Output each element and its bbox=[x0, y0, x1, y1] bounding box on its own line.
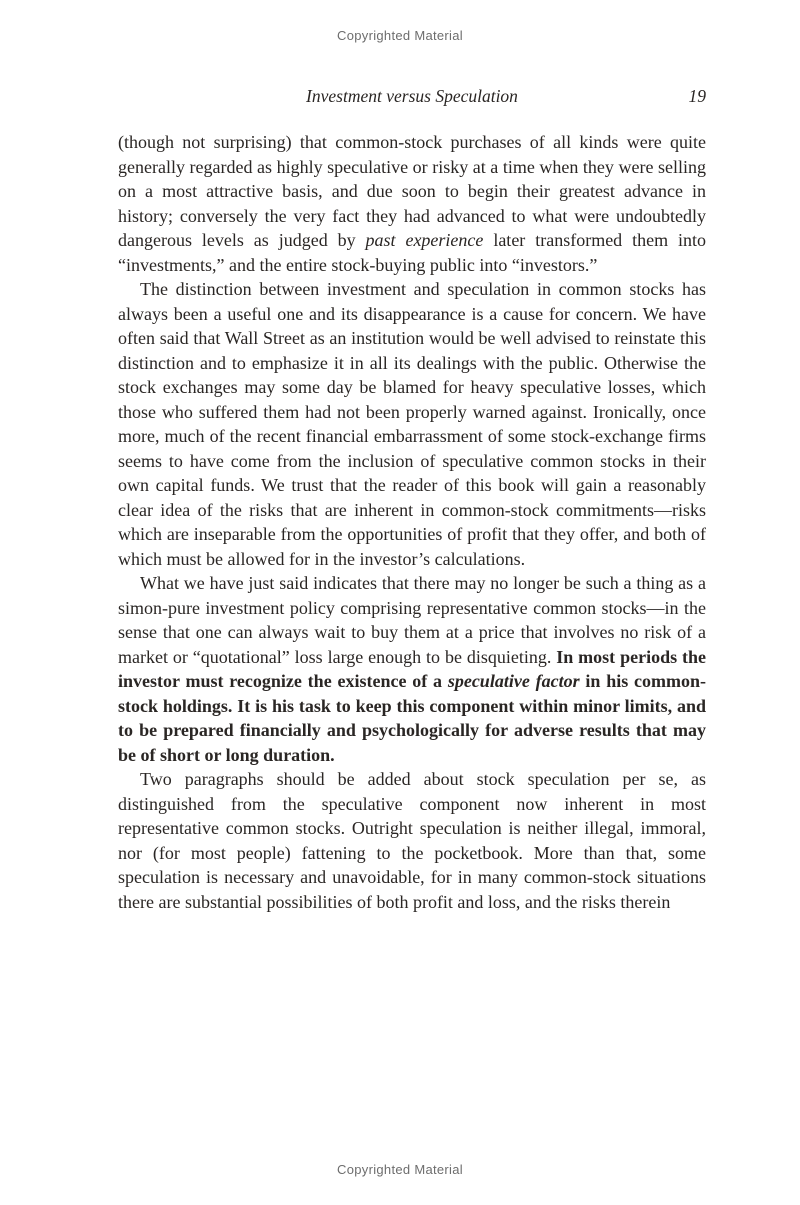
text-run: in his common-stock holdings. It is his task to keep this component within minor limits, and to be prepared financially and psychologically for adverse results that may be of short or long duration. bbox=[118, 671, 706, 765]
page-number: 19 bbox=[688, 86, 706, 106]
text-run: The distinction between investment and speculation in common stocks has always been a useful one and its disappearance is a cause for concern. We have often said that Wall Street as an institution would be well advised to reinstate this distinction and to emphasize it in all its dealings with the public. Otherwise the stock exchanges may some day be blamed for heavy speculative losses, which those who suffered them had not been properly warned against. Ironically, once more, much of the recent financial embarrassment of some stock-exchange firms seems to have come from the inclusion of speculative common stocks in their own capital funds. We trust that the reader of this book will gain a reasonably clear idea of the risks that are inherent in common-stock commitments—risks which are inseparable from the opportunities of profit that they offer, and both of which must be allowed for in the investor’s calculations. bbox=[118, 279, 706, 569]
paragraph bbox=[118, 277, 706, 571]
paragraph bbox=[118, 767, 706, 914]
copyright-notice-top: Copyrighted Material bbox=[337, 28, 463, 43]
running-head bbox=[118, 86, 706, 107]
text-run: What we have just said indicates that there may no longer be such a thing as a simon-pure investment policy comprising representative common stocks—in the sense that one can always wait to buy them at a price that involves no risk of a market or “quotational” loss large enough to be disquieting. bbox=[118, 573, 706, 667]
text-run: Two paragraphs should be added about stock speculation per se, as distinguished from the speculative component now inherent in most representative common stocks. Outright speculation is neither illegal, immoral, nor (for most people) fattening to the pocketbook. More than that, some speculation is necessary and unavoidable, for in many common-stock situations there are substantial possibilities of both profit and loss, and the risks therein bbox=[118, 769, 706, 912]
paragraph bbox=[118, 571, 706, 767]
paragraph bbox=[118, 130, 706, 277]
text-run: past experience bbox=[365, 230, 484, 250]
text-run: later transformed them into “investments,” and the entire stock-buying public into “investors.” bbox=[118, 230, 707, 275]
chapter-title: Investment versus Speculation bbox=[306, 86, 518, 106]
text-run: speculative factor bbox=[447, 671, 580, 691]
copyright-notice-bottom: Copyrighted Material bbox=[337, 1162, 463, 1177]
text-run: In most periods the investor must recognize the existence of a bbox=[118, 646, 706, 691]
page-body bbox=[118, 130, 706, 914]
text-run: (though not surprising) that common-stock purchases of all kinds were quite generally regarded as highly speculative or risky at a time when they were selling on a most attractive basis, and due soon to begin their greatest advance in history; conversely the very fact they had advanced to what were undoubtedly dangerous levels as judged by bbox=[118, 132, 706, 250]
